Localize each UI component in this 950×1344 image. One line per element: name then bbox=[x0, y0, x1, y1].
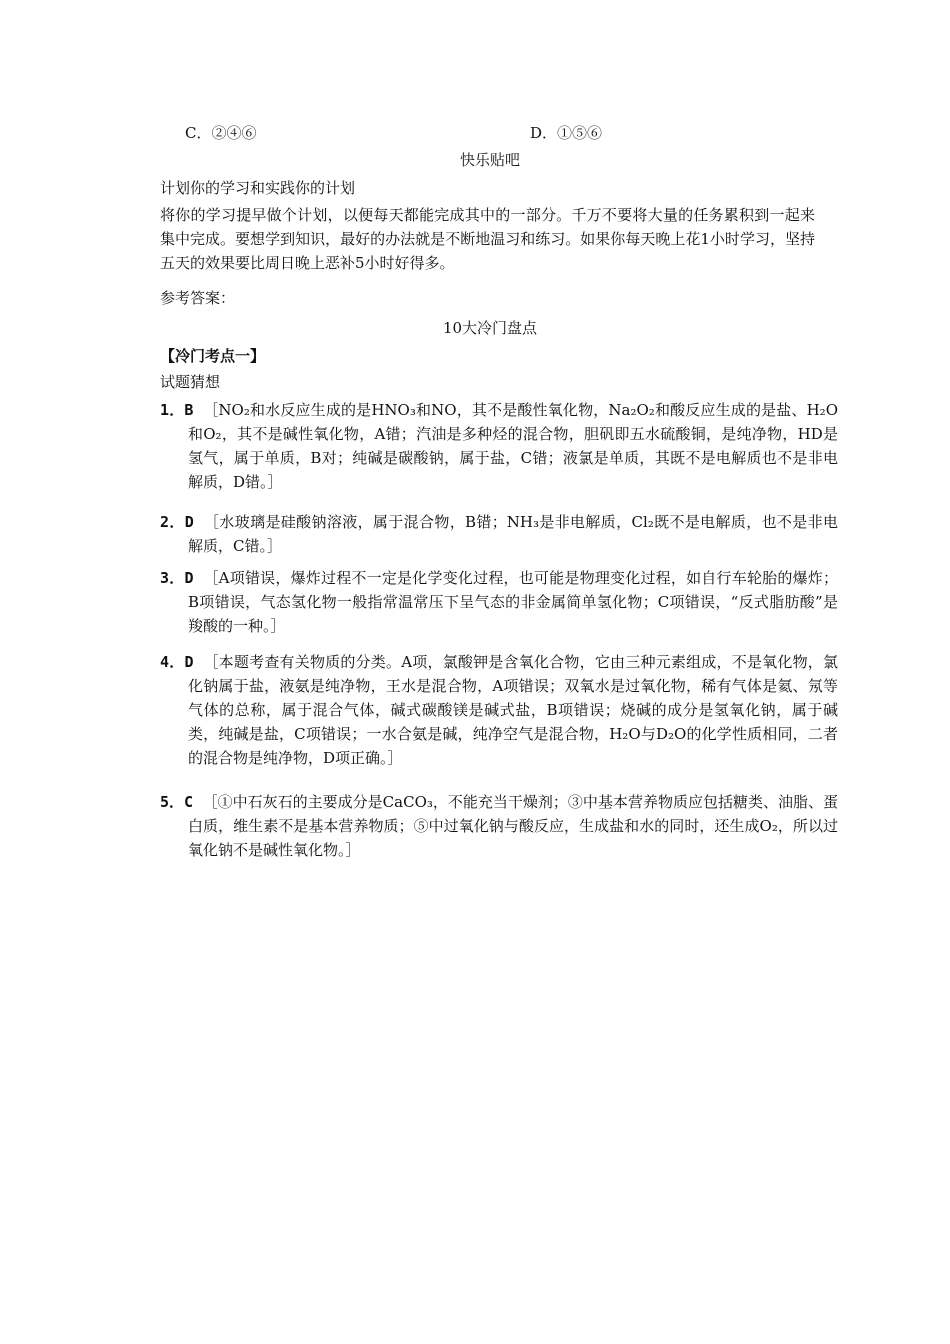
option-c: C．②④⑥ bbox=[185, 124, 257, 142]
answer-number: 3．D bbox=[160, 569, 194, 587]
answer-text: ［NO₂和水反应生成的是HNO₃和NO，其不是酸性氧化物，Na₂O₂和酸反应生成的是盐、H₂O和O₂，其不是碱性氧化物，A错；汽油是多种烃的混合物，胆矾即五水硫酸铜，是纯净物，HD是氢气，属于单质，B对；纯碱是碳酸钠，属于盐，C错；液氯是单质，其既不是电解质也不是非电解质，D错。］ bbox=[188, 401, 838, 491]
answer-text: ［①中石灰石的主要成分是CaCO₃，不能充当干燥剂；③中基本营养物质应包括糖类、油脂、蛋白质，维生素不是基本营养物质；⑤中过氧化钠与酸反应，生成盐和水的同时，还生成O₂，所以过氧化钠不是碱性氧化物。］ bbox=[188, 793, 838, 859]
answer-item-3 bbox=[160, 566, 838, 638]
section-title: 10大冷门盘点 bbox=[442, 319, 538, 337]
answer-number: 1．B bbox=[160, 401, 194, 419]
answer-number: 4．D bbox=[160, 653, 194, 671]
answer-text: ［A项错误，爆炸过程不一定是化学变化过程，也可能是物理变化过程，如自行车轮胎的爆炸；B项错误，气态氢化物一般指常温常压下呈气态的非金属简单氢化物；C项错误，“反式脂肪酸”是羧酸的一种。］ bbox=[188, 569, 839, 635]
answers-label: 参考答案： bbox=[160, 289, 236, 307]
answer-text: ［本题考查有关物质的分类。A项，氯酸钾是含氧化合物，它由三种元素组成，不是氧化物，氯化钠属于盐，液氨是纯净物，王水是混合物，A项错误；双氧水是过氧化物，稀有气体是氦、氖等气体的总称，属于混合气体，碱式碳酸镁是碱式盐，B项错误；烧碱的成分是氢氧化钠，属于碱类，纯碱是盐，C项错误；一水合氨是碱，纯净空气是混合物，H₂O与D₂O的化学性质相同，二者的混合物是纯净物，D项正确。］ bbox=[188, 653, 839, 767]
answer-number: 5．C bbox=[160, 793, 194, 811]
answer-item-2 bbox=[160, 510, 838, 558]
answer-text: ［水玻璃是硅酸钠溶液，属于混合物，B错；NH₃是非电解质，Cl₂既不是电解质，也不是非电解质，C错。］ bbox=[188, 513, 838, 555]
guess-label: 试题猜想 bbox=[160, 373, 221, 391]
point-title: 【冷门考点一】 bbox=[160, 347, 266, 365]
option-d: D．①⑤⑥ bbox=[530, 124, 603, 142]
happy-section-subtitle: 计划你的学习和实践你的计划 bbox=[160, 179, 356, 197]
happy-section-title: 快乐贴吧 bbox=[459, 151, 520, 169]
answer-item-5 bbox=[160, 790, 838, 862]
answer-item-4 bbox=[160, 650, 838, 770]
answer-number: 2．D bbox=[160, 513, 194, 531]
happy-section-body: 将你的学习提早做个计划，以便每天都能完成其中的一部分。千万不要将大量的任务累积到一起来集中完成。要想学到知识，最好的办法就是不断地温习和练习。如果你每天晚上花1小时学习，坚持五天的效果要比周日晚上恶补5小时好得多。 bbox=[160, 206, 815, 272]
answer-item-1 bbox=[160, 398, 838, 494]
